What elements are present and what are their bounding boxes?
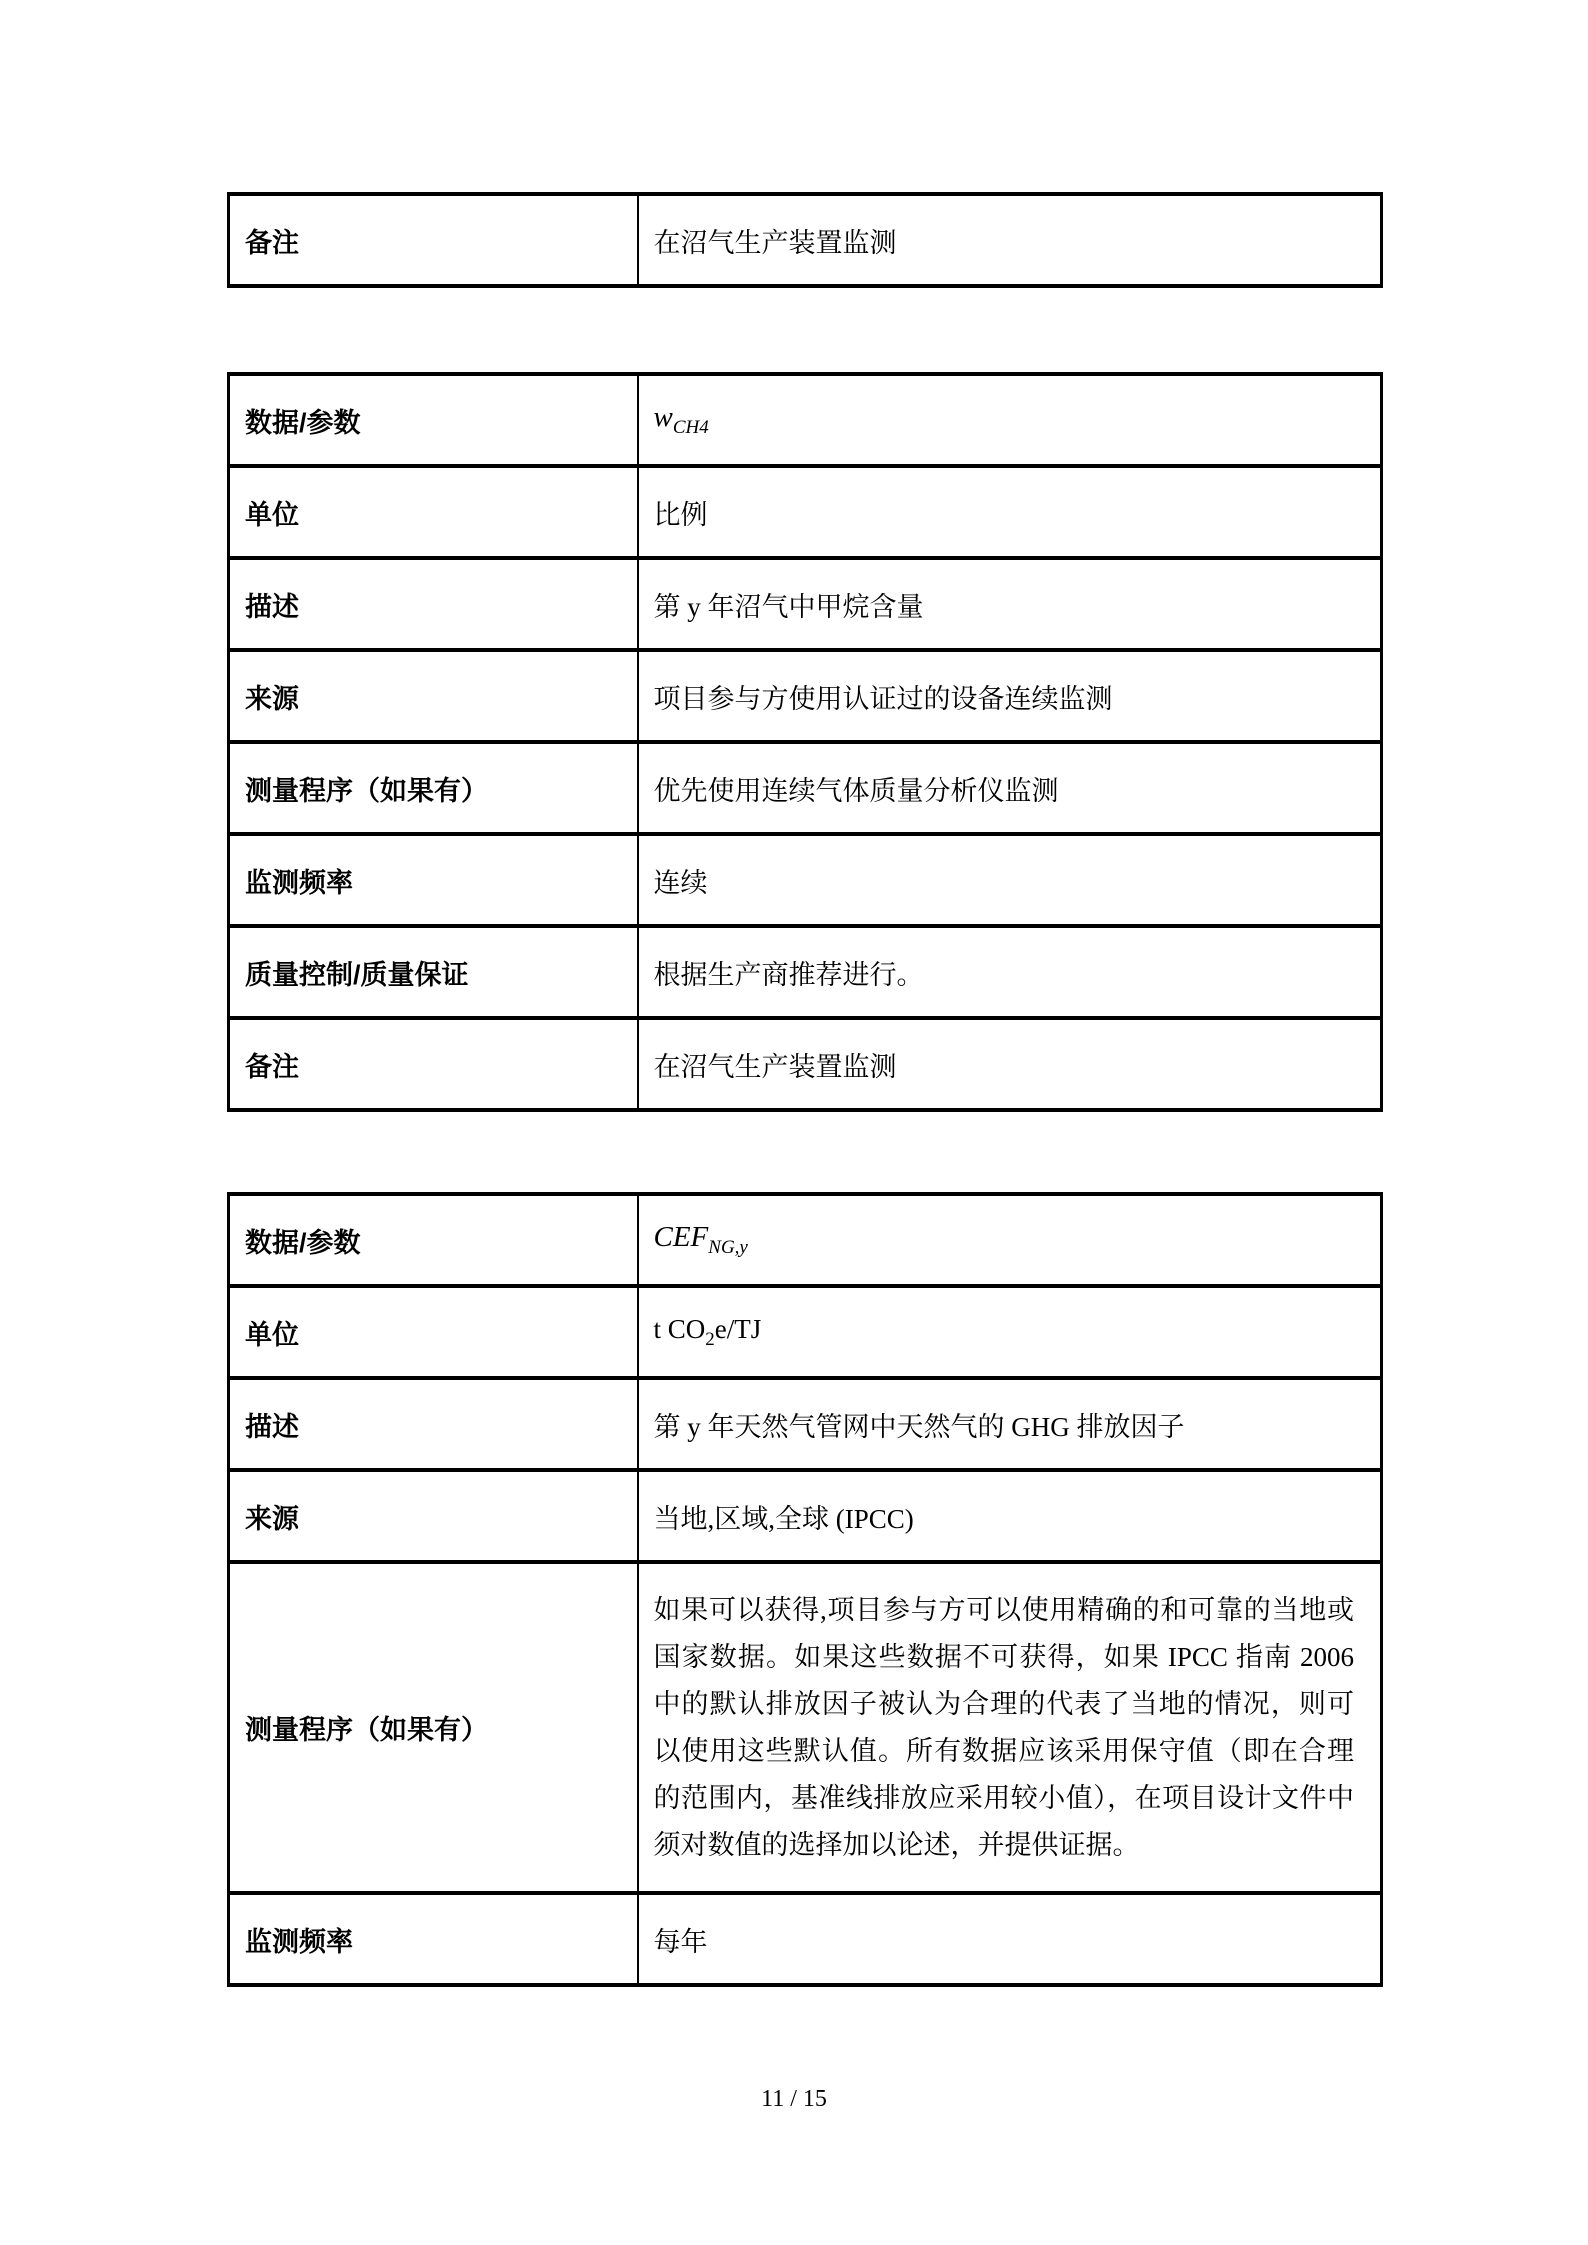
row-label: 备注 (229, 1018, 638, 1110)
row-label: 测量程序（如果有） (229, 742, 638, 834)
row-label: 单位 (229, 1286, 638, 1378)
value-text: 优先使用连续气体质量分析仪监测 (653, 775, 1059, 806)
value-text: 在沼气生产装置监测 (653, 1051, 897, 1082)
page-number: 11 / 15 (761, 2086, 827, 2112)
value-text: 连续 (653, 867, 708, 898)
row-value (638, 742, 1382, 834)
value-text: 根据生产商推荐进行。 (653, 959, 924, 990)
row-value (638, 558, 1382, 650)
parameter-table-wch4-body (229, 374, 1382, 1110)
row-label: 描述 (229, 558, 638, 650)
row-value (638, 1562, 1382, 1893)
row-value (638, 1018, 1382, 1110)
parameter-table-cefng (227, 1192, 1383, 1987)
value-text: 每年 (653, 1926, 708, 1957)
remarks-table-body (229, 194, 1382, 286)
table-row (229, 1470, 1382, 1562)
row-label: 监测频率 (229, 834, 638, 926)
row-label: 来源 (229, 1470, 638, 1562)
row-label: 单位 (229, 466, 638, 558)
row-value (638, 194, 1382, 286)
table-row (229, 194, 1382, 286)
value-text: 第 y 年沼气中甲烷含量 (653, 591, 924, 622)
row-value (638, 466, 1382, 558)
row-value (638, 650, 1382, 742)
row-value (638, 1194, 1382, 1286)
row-label: 来源 (229, 650, 638, 742)
table-row (229, 466, 1382, 558)
subscript-text: 2 (705, 1328, 715, 1350)
table-row (229, 1018, 1382, 1110)
table-row (229, 650, 1382, 742)
value-text: w (653, 401, 673, 433)
parameter-table-wch4 (227, 372, 1383, 1112)
value-text: 第 y 年天然气管网中天然气的 GHG 排放因子 (653, 1411, 1185, 1442)
value-text: 在沼气生产装置监测 (653, 227, 897, 258)
row-value (638, 1470, 1382, 1562)
value-text: 如果可以获得,项目参与方可以使用精确的和可靠的当地或国家数据。如果这些数据不可获得，如果 IPCC 指南 2006 中的默认排放因子被认为合理的代表了当地的情况，则可以使用这些默认值。所有数据应该采用保守值（即在合理的范围内，基准线排放应采用较小值），在项目设计文件中须对数值的选择加以论述，并提供证据。 (653, 1594, 1361, 1860)
value-text: 当地,区域,全球 (IPCC) (653, 1503, 914, 1534)
row-value (638, 374, 1382, 466)
row-label: 数据/参数 (229, 1194, 638, 1286)
table-row (229, 1562, 1382, 1893)
subscript-text: CH4 (672, 417, 709, 438)
table-row (229, 742, 1382, 834)
value-text: 比例 (653, 499, 708, 530)
row-label: 质量控制/质量保证 (229, 926, 638, 1018)
table-row (229, 1194, 1382, 1286)
parameter-table-cefng-body (229, 1194, 1382, 1985)
row-value (638, 1378, 1382, 1470)
subscript-text: NG,y (708, 1237, 748, 1258)
table-row (229, 1286, 1382, 1378)
table-row (229, 926, 1382, 1018)
table-row (229, 834, 1382, 926)
row-label: 监测频率 (229, 1893, 638, 1985)
row-value (638, 1286, 1382, 1378)
row-value (638, 834, 1382, 926)
value-text: e/TJ (714, 1313, 762, 1344)
value-text: t CO (653, 1313, 706, 1344)
row-value (638, 926, 1382, 1018)
value-text: 项目参与方使用认证过的设备连续监测 (653, 683, 1113, 714)
row-value (638, 1893, 1382, 1985)
row-label: 描述 (229, 1378, 638, 1470)
row-label: 备注 (229, 194, 638, 286)
row-label: 测量程序（如果有） (229, 1562, 638, 1893)
table-row (229, 374, 1382, 466)
row-label: 数据/参数 (229, 374, 638, 466)
table-row (229, 1893, 1382, 1985)
remarks-table (227, 192, 1383, 288)
table-row (229, 1378, 1382, 1470)
value-text: CEF (653, 1221, 709, 1253)
table-row (229, 558, 1382, 650)
